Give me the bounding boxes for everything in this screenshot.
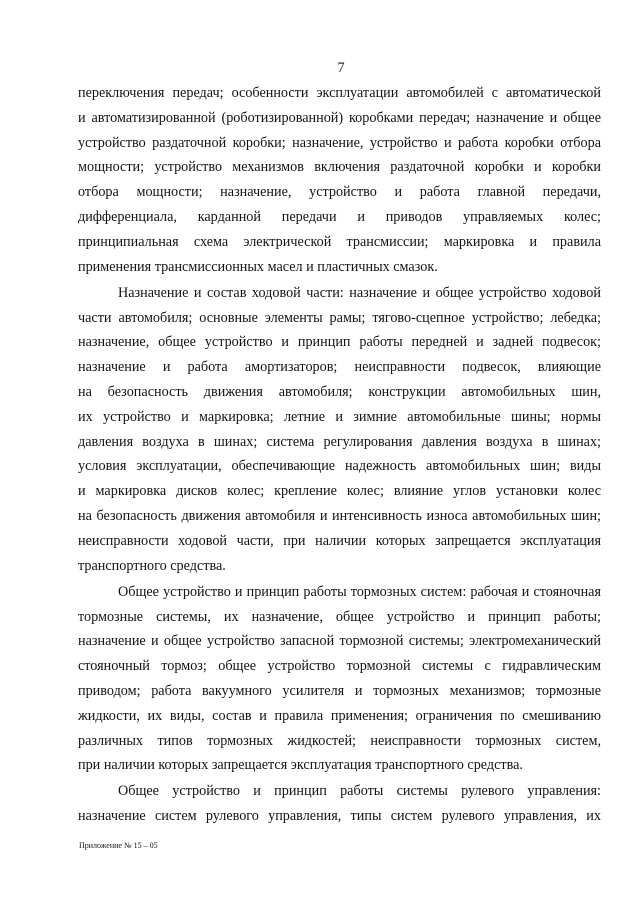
text-line: на безопасность движения автомобиля и интенсивность износа автомобильных шин; [78, 507, 601, 524]
text-line: отбора мощности; назначение, устройство и работа главной передачи, [78, 184, 601, 201]
text-line: жидкости, их виды, состав и правила применения; ограничения по смешиванию [78, 707, 601, 724]
text-line: применения трансмиссионных масел и пластичных смазок. [78, 258, 438, 275]
text-line: назначение и работа амортизаторов; неисправности подвесок, влияющие [78, 359, 601, 376]
text-line: стояночный тормоз; общее устройство тормозной системы с гидравлическим [78, 658, 601, 675]
text-line: различных типов тормозных жидкостей; неисправности тормозных систем, [78, 732, 601, 749]
text-line: устройство раздаточной коробки; назначение, устройство и работа коробки отбора [78, 134, 601, 151]
text-line: условия эксплуатации, обеспечивающие надежность автомобильных шин; виды [78, 458, 601, 475]
text-line: и маркировка дисков колес; крепление колес; влияние углов установки колес [78, 483, 601, 500]
text-line: Назначение и состав ходовой части: назначение и общее устройство ходовой [118, 284, 601, 301]
text-line: транспортного средства. [78, 557, 226, 574]
text-line: Общее устройство и принцип работы тормозных систем: рабочая и стояночная [118, 583, 601, 600]
text-line: принципиальная схема электрической трансмиссии; маркировка и правила [78, 233, 601, 250]
text-line: приводом; работа вакуумного усилителя и тормозных механизмов; тормозные [78, 682, 601, 699]
text-line: Общее устройство и принцип работы системы рулевого управления: [118, 783, 601, 800]
text-line: и автоматизированной (роботизированной) коробками передач; назначение и общее [78, 109, 601, 126]
text-line: части автомобиля; основные элементы рамы; тягово-сцепное устройство; лебедка; [78, 309, 601, 326]
text-line: назначение и общее устройство запасной тормозной системы; электромеханический [78, 633, 601, 650]
text-line: при наличии которых запрещается эксплуатация транспортного средства. [78, 757, 523, 774]
text-line: назначение систем рулевого управления, типы систем рулевого управления, их [78, 808, 601, 825]
paragraph-transmission [78, 81, 601, 279]
text-line: дифференциала, карданной передачи и приводов управляемых колес; [78, 208, 601, 225]
paragraph-brakes [78, 580, 601, 778]
document-body [78, 81, 601, 829]
text-line: неисправности ходовой части, при наличии которых запрещается эксплуатация [78, 532, 601, 549]
text-line: мощности; устройство механизмов включения раздаточной коробки и коробки [78, 159, 601, 176]
text-line: назначение, общее устройство и принцип работы передней и задней подвесок; [78, 334, 601, 351]
text-line: давления воздуха в шинах; система регулирования давления воздуха в шинах; [78, 433, 601, 450]
text-line: тормозные системы, их назначение, общее устройство и принцип работы; [78, 608, 601, 625]
footer-appendix-label: Приложение № 15 – 05 [79, 841, 158, 850]
text-line: их устройство и маркировка; летние и зимние автомобильные шины; нормы [78, 408, 601, 425]
paragraph-steering [78, 779, 601, 829]
text-line: на безопасность движения автомобиля; конструкции автомобильных шин, [78, 383, 601, 400]
paragraph-chassis [78, 281, 601, 579]
text-line: переключения передач; особенности эксплуатации автомобилей с автоматической [78, 85, 601, 101]
page-number: 7 [337, 60, 345, 76]
